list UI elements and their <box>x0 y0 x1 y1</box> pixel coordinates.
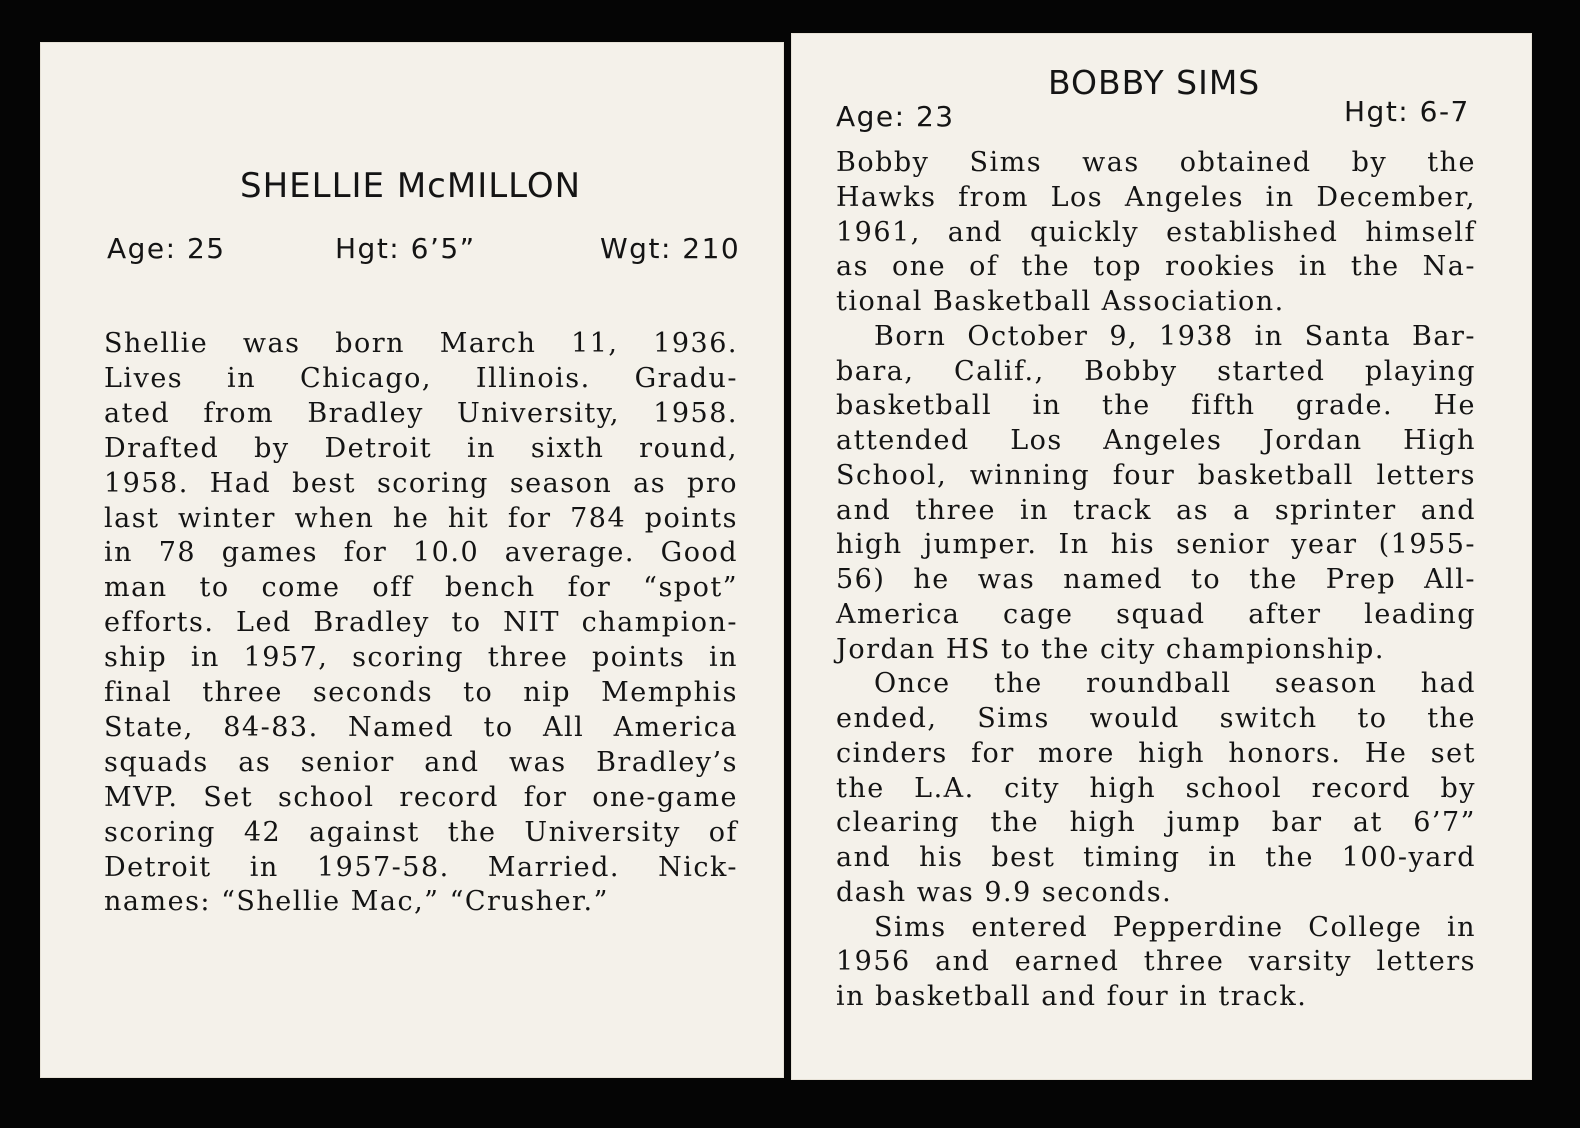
bio-line: last winter when he hit for 784 points <box>104 502 738 534</box>
player-age: Age: 23 <box>836 100 955 133</box>
bio-line: and three in track as a sprinter and <box>836 494 1476 526</box>
bio-line: efforts. Led Bradley to NIT champion- <box>104 607 738 639</box>
player-weight: Wgt: 210 <box>600 232 741 265</box>
bio-line: and his best timing in the 100-yard <box>836 842 1476 873</box>
bio-line: 56) he was named to the Prep All- <box>836 564 1476 595</box>
bio-line: Lives in Chicago, Illinois. Gradu- <box>104 362 738 394</box>
bio-line: ship in 1957, scoring three points in <box>104 642 738 674</box>
bio-line: Jordan HS to the city championship. <box>836 633 1385 665</box>
player-height: Hgt: 6-7 <box>1344 95 1470 128</box>
player-height: Hgt: 6’5” <box>335 232 476 265</box>
bio-line: attended Los Angeles Jordan High <box>836 425 1476 456</box>
bio-line: clearing the high jump bar at 6’7” <box>836 807 1476 839</box>
bio-line: School, winning four basketball letters <box>836 459 1476 491</box>
bio-line: high jumper. In his senior year (1955- <box>836 529 1476 561</box>
bio-line: basketball in the fifth grade. He <box>836 390 1476 422</box>
bio-line: names: “Shellie Mac,” “Crusher.” <box>104 886 609 918</box>
bio-line: final three seconds to nip Memphis <box>104 677 738 708</box>
bio-line: squads as senior and was Bradley’s <box>104 746 738 778</box>
bio-line: Detroit in 1957-58. Married. Nick- <box>104 851 738 883</box>
bio-line: Sims entered Pepperdine College in <box>874 911 1476 943</box>
bio-line: MVP. Set school record for one-game <box>104 781 738 813</box>
bio-line: Bobby Sims was obtained by the <box>836 147 1476 178</box>
player-name: BOBBY SIMS <box>1048 63 1261 102</box>
bio-line: scoring 42 against the University of <box>104 816 738 848</box>
player-name: SHELLIE McMILLON <box>240 166 582 206</box>
bio-line: ended, Sims would switch to the <box>836 703 1476 734</box>
bio-line: State, 84-83. Named to All America <box>104 711 738 743</box>
bio-line: tional Basketball Association. <box>836 286 1285 317</box>
player-card-left <box>40 42 784 1078</box>
bio-line: ated from Bradley University, 1958. <box>104 397 738 429</box>
bio-line: America cage squad after leading <box>836 598 1476 630</box>
bio-line: cinders for more high honors. He set <box>836 737 1476 769</box>
bio-line: the L.A. city high school record by <box>836 772 1476 804</box>
bio-line: dash was 9.9 seconds. <box>836 876 1173 908</box>
player-age: Age: 25 <box>107 232 226 265</box>
bio-line: in basketball and four in track. <box>836 981 1308 1012</box>
bio-line: 1958. Had best scoring season as pro <box>104 467 738 499</box>
bio-line: 1956 and earned three varsity letters <box>836 946 1476 978</box>
bio-line: Hawks from Los Angeles in December, <box>836 181 1476 213</box>
bio-line: man to come off bench for “spot” <box>104 572 738 604</box>
bio-line: Drafted by Detroit in sixth round, <box>104 432 738 464</box>
bio-line: bara, Calif., Bobby started playing <box>836 355 1476 387</box>
bio-line: 1961, and quickly established himself <box>836 216 1476 248</box>
bio-line: Shellie was born March 11, 1936. <box>104 328 738 359</box>
bio-line: Once the roundball season had <box>874 668 1476 700</box>
bio-line: Born October 9, 1938 in Santa Bar- <box>874 320 1476 352</box>
bio-line: in 78 games for 10.0 average. Good <box>104 537 738 569</box>
bio-line: as one of the top rookies in the Na- <box>836 251 1476 283</box>
player-card-right <box>791 33 1532 1080</box>
